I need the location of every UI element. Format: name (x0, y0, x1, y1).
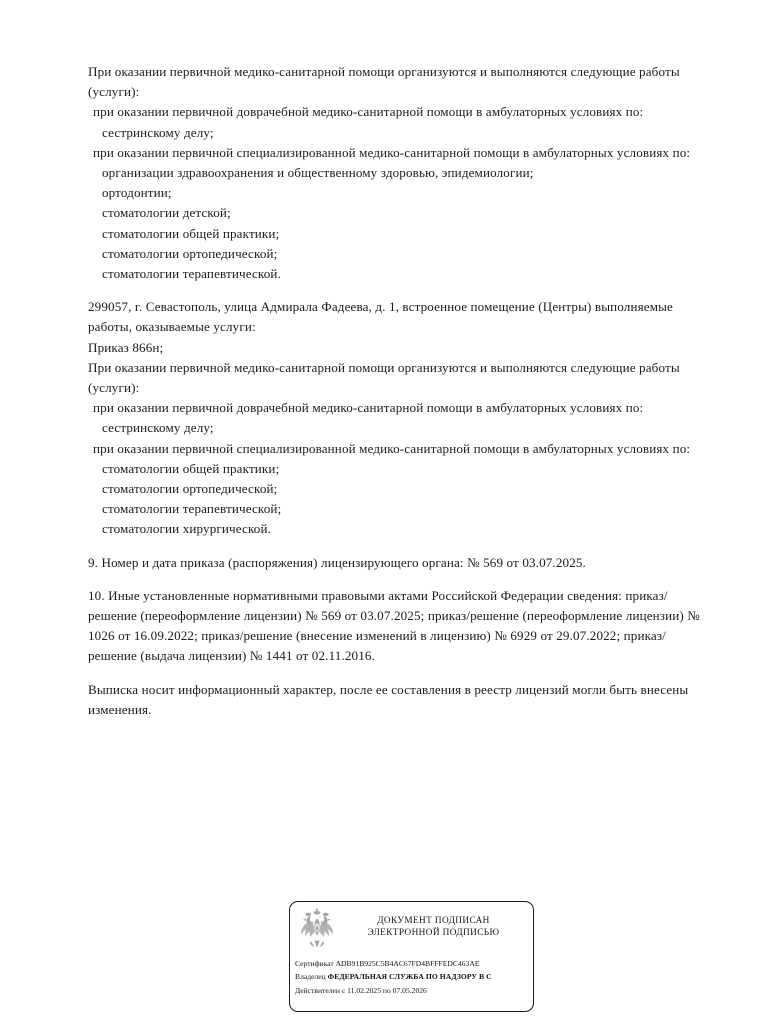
block-1-item-therapeutic: стоматологии терапевтической. (102, 266, 281, 282)
block-2-item-general: стоматологии общей практики; (102, 460, 280, 476)
block-2-nursing: сестринскому делу; (102, 420, 214, 436)
stamp-owner-row (295, 970, 533, 983)
digital-signature-stamp (289, 901, 534, 1012)
block-2-order: Приказ 866н; (88, 339, 164, 355)
stamp-certificate-label: Сертификат (295, 959, 334, 968)
block-1-nursing: сестринскому делу; (102, 124, 214, 140)
block-1-specialized: при оказании первичной специализированной медико-санитарной помощи в амбулаторных условиях по: (93, 144, 691, 160)
block-2-predoctor: при оказании первичной доврачебной медико-санитарной помощи в амбулаторных условиях по: (93, 400, 644, 416)
block-1-item-general: стоматологии общей практики; (102, 225, 280, 241)
block-2-intro: При оказании первичной медико-санитарной помощи организуются и выполняются следующие работы (услуги): (88, 359, 680, 396)
block-1-item-orthopedic: стоматологии ортопедической; (102, 245, 278, 261)
clause-10: 10. Иные установленные нормативными правовыми актами Российской Федерации сведения: приказ/решение (переоформление лицензии) № 569 от 03.07.2025; приказ/решение (переоформление лицензии) № 1026 от 16.09.2022; приказ/решение (внесение изменений в лицензию) № 6929 от 29.07.2022; приказ/решение (выдача лицензии) № 1441 от 02.11.2016. (88, 587, 700, 664)
stamp-title-line-2: ЭЛЕКТРОННОЙ ПОДПИСЬЮ (367, 928, 500, 938)
stamp-title (338, 916, 533, 939)
block-2-item-therapeutic: стоматологии терапевтической; (102, 501, 282, 517)
disclaimer: Выписка носит информационный характер, после ее составления в реестр лицензий могли быть внесены изменения. (88, 681, 689, 717)
stamp-details (290, 954, 533, 997)
block-2-address: 299057, г. Севастополь, улица Адмирала Фадеева, д. 1, встроенное помещение (Центры) выполняемые работы, оказываемые услуги: (88, 299, 673, 335)
stamp-owner-label: Владелец (295, 972, 326, 982)
block-2-item-orthopedic: стоматологии ортопедической; (102, 481, 278, 497)
stamp-certificate-value: ADB91B925C5B4AC67FD4BFFFEDC463AE (335, 959, 480, 968)
stamp-owner-value: ФЕДЕРАЛЬНАЯ СЛУЖБА ПО НАДЗОРУ В С (327, 972, 492, 982)
document-text-body (88, 62, 712, 720)
block-1-item-pediatric: стоматологии детской; (102, 205, 231, 221)
stamp-certificate-row (295, 957, 533, 970)
stamp-validity-row: Действителен с 11.02.2025 по 07.05.2026 (295, 985, 427, 995)
russian-coat-of-arms-icon (296, 906, 338, 950)
block-2-specialized: при оказании первичной специализированной медико-санитарной помощи в амбулаторных условиях по: (93, 440, 691, 456)
block-1-item-orthodontics: ортодонтии; (102, 185, 172, 201)
block-1-predoctor: при оказании первичной доврачебной медико-санитарной помощи в амбулаторных условиях по: (93, 104, 644, 120)
stamp-title-line-1: ДОКУМЕНТ ПОДПИСАН (377, 916, 490, 927)
clause-9: 9. Номер и дата приказа (распоряжения) лицензирующего органа: № 569 от 03.07.2025. (88, 554, 586, 570)
stamp-header (290, 902, 533, 954)
block-2-item-surgical: стоматологии хирургической. (102, 521, 271, 537)
block-1-intro: При оказании первичной медико-санитарной помощи организуются и выполняются следующие работы (услуги): (88, 64, 680, 100)
block-1-item-health-org: организации здравоохранения и общественному здоровью, эпидемиологии; (102, 165, 534, 181)
